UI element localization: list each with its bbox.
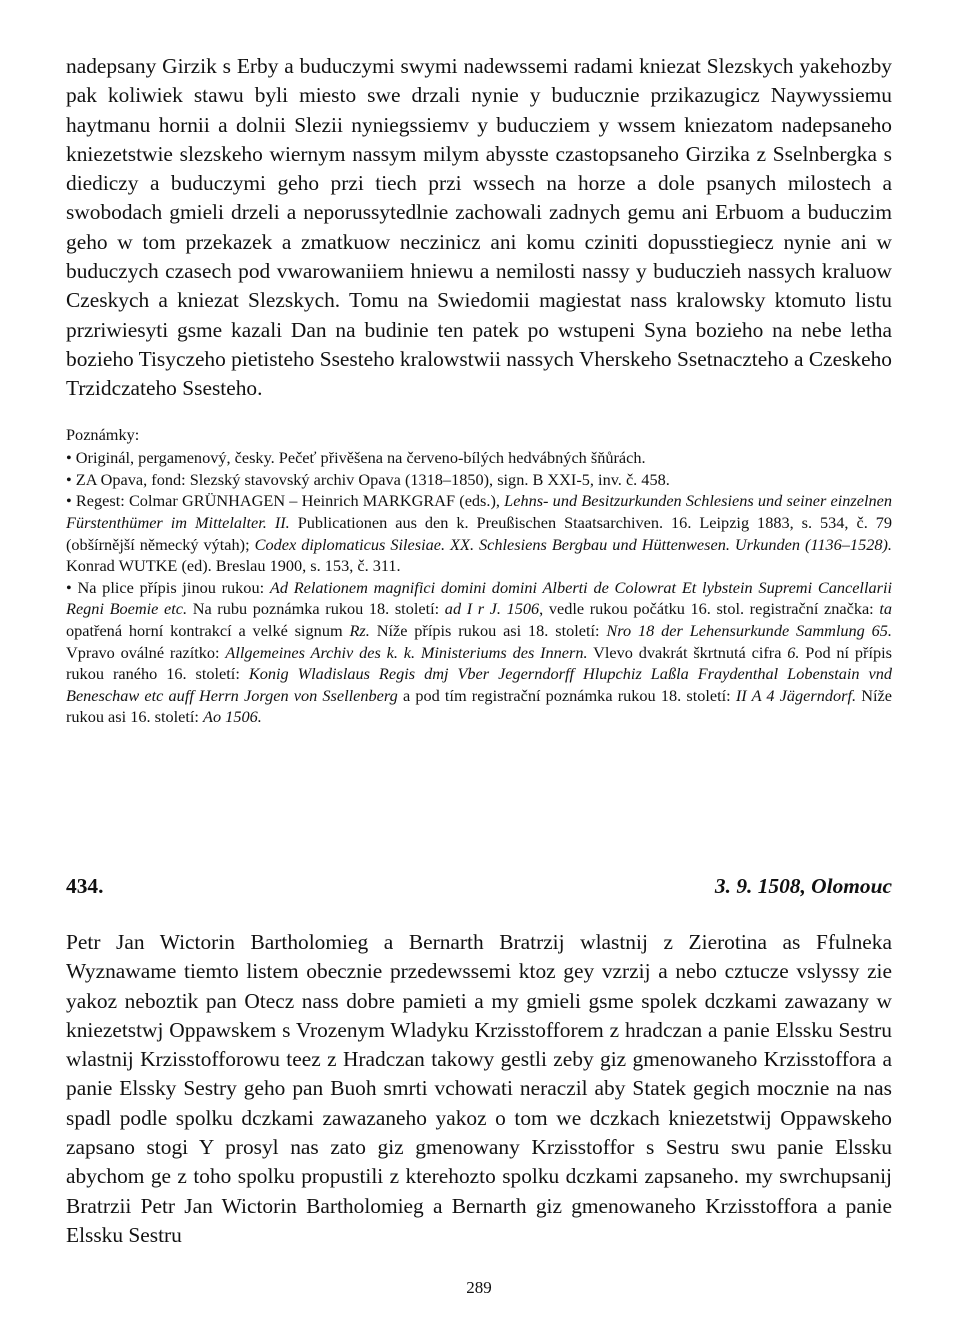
notes-section xyxy=(66,424,892,728)
note-quote: 6. xyxy=(787,642,800,662)
note-quote: ta xyxy=(879,599,892,619)
note-text: a pod tím registrační poznámka rukou 18. století: xyxy=(397,685,736,705)
note-text: Na plice přípis jinou rukou: xyxy=(77,577,270,597)
page-number: 289 xyxy=(466,1278,492,1297)
entry-paragraph: Petr Jan Wictorin Bartholomieg a Bernarth Bratrzij wlastnij z Zierotina as Ffulneka Wyznawame tiemto listem obecznie przedewssemi ktoz gey vzrzij a nebo cztucze vslyssy zie yakoz neboztik pan Otecz nass dobre pamieti a my gmieli gsme spolek dczkami zawazany w kniezetstwj Oppawskem s Vrozenym Wladyku Krzisstofforem z hradczan a panie Elssku Sestru wlastnij Krzisstofforowu teez z Hradczan takowy gestli zeby giz gmenowaneho Krzisstoffora a panie Elssky Sestry geho pan Buoh smrti vchowati neraczil aby Statek gegich mocznie na nas spadl podle spolku dczkami zawazaneho yakoz o tom we dczkach kniezetstwij Oppawskeho zapsano stogi Y prosyl nas zato giz gmenowany Krzisstoffor s Sestru swu panie Elssku abychom ge z toho spolku propustili z kterehozto spolku dczkami zapsaneho. my swrchupsanij Bratrzii Petr Jan Wictorin Bartholomieg a Bernarth giz gmenowaneho Krzisstoffora a panie Elssku Sestru xyxy=(66,930,892,1247)
note-citation: Codex diplomaticus Silesiae. XX. Schlesiens Bergbau und Hüttenwesen. Urkunden (1136–1528). xyxy=(254,534,892,554)
note-quote: Rz. xyxy=(349,620,370,640)
entry-header xyxy=(66,874,892,899)
entry-body xyxy=(66,928,892,1250)
note-text: Publicationen aus den k. Preußischen Staatsarchiven. 16. Leipzig 1883, s. 534, č. 79 (obšírnější německý výtah); xyxy=(66,512,893,554)
note-quote: Konig Wladislaus Regis dmj Vber Jegerndorff Hlupchiz Laßla Fraydenthal Lobenstain vnd Beneschaw etc auff Herrn Jorgen von Ssellenberg xyxy=(66,664,893,705)
note-text: Konrad WUTKE (ed). Breslau 1900, s. 153, č. 311. xyxy=(66,556,401,576)
note-text: Níže rukou asi 16. století: xyxy=(66,685,893,727)
note-text: Níže přípis rukou asi 18. století: xyxy=(369,620,607,640)
document-page xyxy=(66,52,893,1297)
note-quote: Allgemeines Archiv des k. k. Ministeriums des Innern. xyxy=(225,642,588,662)
note-item-endorsements xyxy=(66,577,892,728)
note-item-archive: • ZA Opava, fond: Slezský stavovský archiv Opava (1318–1850), sign. B XXI-5, inv. č. 458. xyxy=(66,469,892,491)
note-text: Pod ní přípis rukou raného 16. století: xyxy=(66,642,892,684)
note-text: Vpravo oválné razítko: xyxy=(66,642,226,662)
note-text: Vlevo dvakrát škrtnutá cifra xyxy=(587,642,788,662)
note-quote: Ad Relationem magnifici domini domini Alberti de Colowrat Et lybstein Supremi Cancellarii Regni Boemie etc. xyxy=(66,577,892,619)
entry-number: 434. xyxy=(66,874,104,898)
note-citation: Lehns- und Besitzurkunden Schlesiens und seiner einzelnen Fürstenthümer im Mittelalter. II. xyxy=(66,491,892,532)
note-item-original: • Originál, pergamenový, česky. Pečeť přivěšena na červeno-bílých hedvábných šňůrách. xyxy=(66,447,892,469)
note-item-regest xyxy=(66,490,892,576)
note-text: , vedle rukou počátku 16. stol. registrační značka: xyxy=(539,599,880,619)
note-quote: II A 4 Jägerndorf. xyxy=(735,685,857,705)
notes-title: Poznámky: xyxy=(66,424,140,444)
continuation-paragraph: nadepsany Girzik s Erby a buduczymi swymi nadewssemi radami kniezat Slezskych yakehozby pak koliwiek stawu byli miesto swe drzali nynie y buducznie przikazugicz Naywyssiemu haytmanu hornii a dolnii Slezii nyniegssiemv y buducziem y wssem kniezatom nadepsaneho kniezetstwie slezskeho wiernym nassym milym abysste czastopsaneho Girzika z Sselnbergka s diediczy a buduczymi geho przi tiech przi wssech na horze a dole psanych milostech a swobodach gmieli drzeli a neporussytedlnie zachowali zadnych gemu ani Erbuom a buduczim geho w tom przekazek a zmatkuow neczinicz ani komu cziniti dopusstiegiecz nynie ani w buduczych czasech pod vwarowaniiem hniewu a nemilosti nassy y buduczieh nassych kraluow Czeskych a kniezat Slezskych. Tomu na Swiedomii magiestat nass kralowsky ktomuto listu przriwiesyti gsme kazali Dan na budinie ten patek po wstupeni Syna bozieho na nebe letha bozieho Tisyczeho pietisteho Ssesteho kralowstwii nassych Vherskeho Ssetnaczteho a Czeskeho Trzidczateho Ssesteho. xyxy=(66,54,892,401)
entry-date-place: 3. 9. 1508, Olomouc xyxy=(714,874,892,898)
note-quote: ad I r J. 1506 xyxy=(444,599,540,619)
note-text: Na rubu poznámka rukou 18. století: xyxy=(187,599,445,619)
note-text: Regest: Colmar GRÜNHAGEN – Heinrich MARKGRAF (eds.), xyxy=(75,491,505,511)
note-quote: Ao 1506. xyxy=(203,707,262,727)
continuation-block xyxy=(66,52,892,404)
note-text: opatřená horní kontrakcí a velké signum xyxy=(66,620,350,640)
note-quote: Nro 18 der Lehensurkunde Sammlung 65. xyxy=(606,620,893,640)
